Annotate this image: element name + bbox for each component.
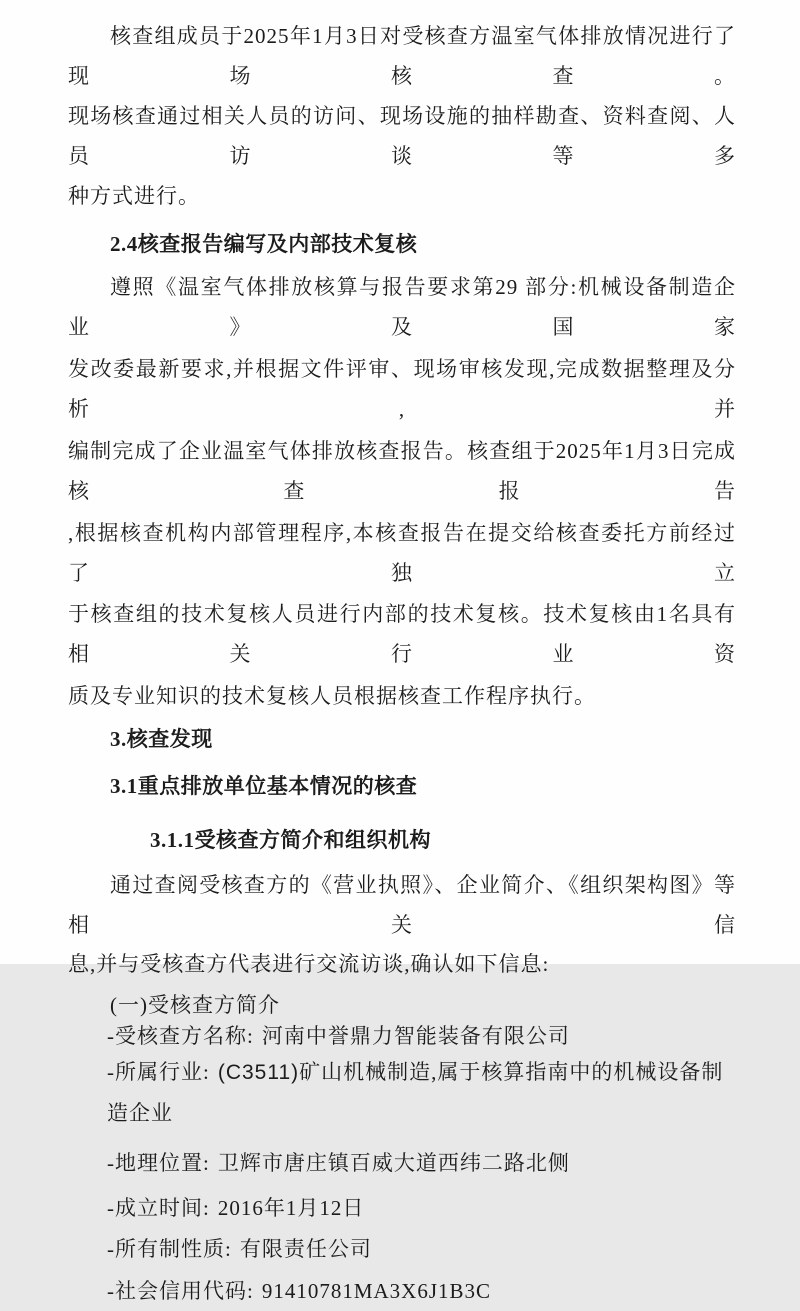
- list-intro-label: (一)受核查方简介: [110, 993, 280, 1017]
- field-founded-date: [68, 1188, 736, 1228]
- field-value: 有限责任公司: [239, 1237, 372, 1261]
- paragraph-line: 质及专业知识的技术复核人员根据核查工作程序执行。: [68, 684, 596, 708]
- heading-3-1-1: 3.1.1受核查方简介和组织机构: [150, 828, 431, 852]
- field-credit-code: [68, 1271, 736, 1311]
- field-value: 河南中誉鼎力智能装备有限公司: [261, 1024, 570, 1048]
- paragraph-line: 发改委最新要求,并根据文件评审、现场审核发现,完成数据整理及分析,并: [68, 357, 736, 421]
- field-label: -所属行业:: [107, 1060, 210, 1084]
- paragraph-line: 息,并与受核查方代表进行交流访谈,确认如下信息:: [68, 952, 550, 976]
- paragraph-line: 种方式进行。: [68, 184, 200, 208]
- field-label: -地理位置:: [107, 1151, 210, 1175]
- field-label: -受核查方名称:: [107, 1024, 254, 1048]
- industry-code: (C3511): [217, 1061, 300, 1084]
- field-company-name: [68, 1016, 736, 1056]
- field-label: -社会信用代码:: [107, 1279, 254, 1303]
- paragraph-line: 于核查组的技术复核人员进行内部的技术复核。技术复核由1名具有相关行业资: [68, 602, 736, 666]
- heading-3: 3.核查发现: [110, 727, 213, 751]
- field-value: 2016年1月12日: [217, 1196, 365, 1220]
- field-label: -所有制性质:: [107, 1237, 232, 1261]
- paragraph-line: 遵照《温室气体排放核算与报告要求第29 部分:机械设备制造企业》及国家: [68, 275, 736, 339]
- paragraph-line: ,根据核查机构内部管理程序,本核查报告在提交给核查委托方前经过了独立: [68, 521, 736, 585]
- heading-3-1: 3.1重点排放单位基本情况的核查: [110, 774, 418, 798]
- field-value: 矿山机械制造,属于核算指南中的机械设备制造企业: [107, 1060, 724, 1125]
- field-location: [68, 1143, 736, 1183]
- field-value: 91410781MA3X6J1B3C: [261, 1279, 492, 1303]
- paragraph-line: 核查组成员于2025年1月3日对受核查方温室气体排放情况进行了现场核查。: [68, 24, 736, 88]
- paragraph-line: 通过查阅受核查方的《营业执照》、企业简介、《组织架构图》等相关信: [68, 873, 736, 937]
- heading-2-4: 2.4核查报告编写及内部技术复核: [110, 232, 418, 256]
- field-ownership: [68, 1229, 736, 1269]
- paragraph-line: 编制完成了企业温室气体排放核查报告。核查组于2025年1月3日完成核查报告: [68, 439, 736, 503]
- field-value: 卫辉市唐庄镇百威大道西纬二路北侧: [217, 1151, 570, 1175]
- field-industry: [68, 1052, 736, 1133]
- paragraph-line: 现场核查通过相关人员的访问、现场设施的抽样勘查、资料查阅、人员访谈等多: [68, 104, 736, 168]
- field-label: -成立时间:: [107, 1196, 210, 1220]
